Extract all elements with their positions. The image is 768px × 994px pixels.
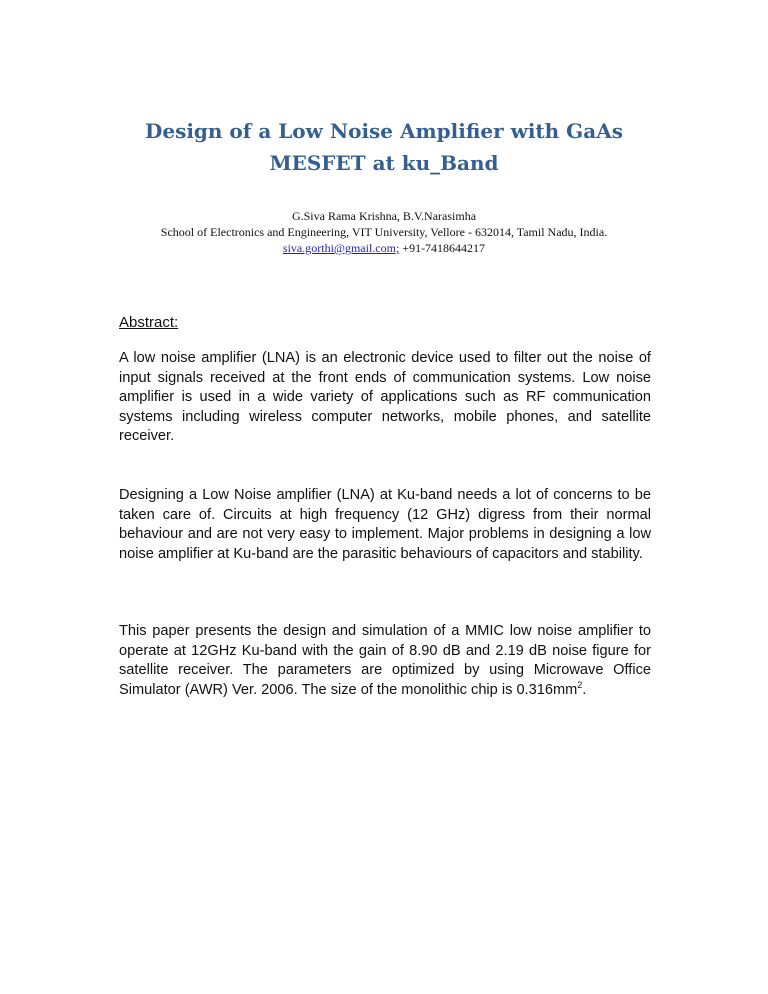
- abstract-paragraph-2: Designing a Low Noise amplifier (LNA) at Ku-band needs a lot of concerns to be taken care of. Circuits at high frequency (12 GHz) digress from their normal behaviour and are not very easy to implement. Major problems in designing a low noise amplifier at Ku-band are the parasitic behaviours of capacitors and stability.: [119, 487, 651, 562]
- contact-line: [0, 240, 768, 256]
- paragraph-3-period: .: [582, 681, 587, 698]
- title-line-1: Design of a Low Noise Amplifier with GaAs: [145, 119, 623, 143]
- paragraph-3-text: This paper presents the design and simulation of a MMIC low noise amplifier to operate at 12GHz Ku-band with the gain of 8.90 dB and 2.19 dB noise figure for satellite receiver. The parameters are optimized by using Microwave Office Simulator (AWR) Ver. 2006. The size of the monolithic chip is 0.316mm: [119, 623, 651, 698]
- superscript-two: 2: [577, 679, 583, 690]
- author-affiliation: School of Electronics and Engineering, VIT University, Vellore - 632014, Tamil Nadu, India.: [160, 225, 608, 239]
- abstract-paragraph-3: [119, 622, 651, 700]
- author-block: [0, 208, 768, 256]
- author-names: G.Siva Rama Krishna, B.V.Narasimha: [291, 209, 477, 223]
- abstract-heading: Abstract:: [119, 314, 179, 331]
- abstract-paragraph-1: A low noise amplifier (LNA) is an electronic device used to filter out the noise of input signals received at the front ends of communication systems. Low noise amplifier is used in a wide variety of applications such as RF communication systems including wireless computer networks, mobile phones, and satellite receiver.: [119, 350, 651, 444]
- phone-number: +91-7418644217: [399, 241, 486, 255]
- paper-title: [0, 115, 768, 179]
- title-line-2: MESFET at ku_Band: [269, 151, 499, 175]
- email-link[interactable]: siva.gorthi@gmail.com;: [282, 241, 400, 255]
